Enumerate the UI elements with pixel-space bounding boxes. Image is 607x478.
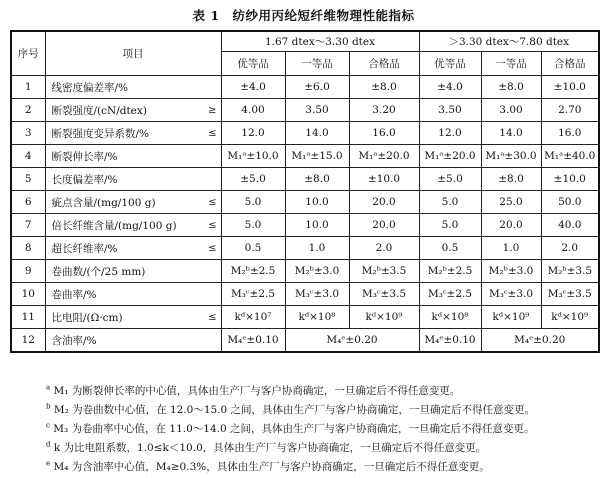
row-comparator: ≤ xyxy=(199,191,221,214)
value-cell: ±10.0 xyxy=(541,168,599,191)
row-comparator: ≤ xyxy=(199,306,221,329)
value-cell: 2.70 xyxy=(541,99,599,122)
row-item-label: 倍长纤维含量/(mg/100 g) xyxy=(45,214,199,237)
footnote xyxy=(46,421,535,436)
grade-header: 优等品 xyxy=(221,52,285,76)
header-group-2: ＞3.30 dtex～7.80 dtex xyxy=(419,31,599,52)
footnote xyxy=(46,383,460,398)
row-number: 3 xyxy=(11,122,45,145)
value-cell: M₃ᶜ±3.0 xyxy=(481,283,541,306)
value-cell: M₂ᵇ±3.0 xyxy=(481,260,541,283)
value-cell: 5.0 xyxy=(419,191,481,214)
row-comparator: ≤ xyxy=(199,214,221,237)
table-row xyxy=(11,214,599,237)
table-row xyxy=(11,145,599,168)
value-cell: kᵈ×10⁸ xyxy=(285,306,349,329)
value-cell: M₂ᵇ±3.5 xyxy=(541,260,599,283)
row-number: 12 xyxy=(11,329,45,353)
row-number: 4 xyxy=(11,145,45,168)
row-comparator: ≤ xyxy=(199,122,221,145)
value-cell: 0.5 xyxy=(419,237,481,260)
row-item-label: 长度偏差率/% xyxy=(45,168,221,191)
row-item-label: 断裂强度/(cN/dtex) xyxy=(45,99,199,122)
row-number: 7 xyxy=(11,214,45,237)
table-row xyxy=(11,76,599,99)
value-cell: ±10.0 xyxy=(349,168,419,191)
value-cell: kᵈ×10⁹ xyxy=(541,306,599,329)
value-cell: M₃ᶜ±2.5 xyxy=(221,283,285,306)
grade-header: 合格品 xyxy=(541,52,599,76)
row-item-label: 超长纤维率/% xyxy=(45,237,199,260)
value-cell: M₃ᶜ±3.5 xyxy=(349,283,419,306)
header-row-1 xyxy=(11,31,599,52)
value-cell: M₂ᵇ±2.5 xyxy=(221,260,285,283)
row-number: 5 xyxy=(11,168,45,191)
value-cell: 5.0 xyxy=(419,214,481,237)
value-cell: ±8.0 xyxy=(285,168,349,191)
value-cell: M₄ᵉ±0.20 xyxy=(481,329,599,353)
value-cell: M₁ᵃ±40.0 xyxy=(541,145,599,168)
footnote-text: M₂ 为卷曲数中心值，在 12.0～15.0 之间，具体由生产厂与客户协商确定，一旦确定后不得任意变更。 xyxy=(50,404,536,416)
row-number: 2 xyxy=(11,99,45,122)
footnote-text: M₃ 为卷曲率中心值，在 11.0～14.0 之间，具体由生产厂与客户协商确定，一旦确定后不得任意变更。 xyxy=(49,423,535,435)
row-number: 8 xyxy=(11,237,45,260)
footnote-mark: c xyxy=(46,421,50,430)
row-item-label: 断裂强度变异系数/% xyxy=(45,122,199,145)
value-cell: kᵈ×10⁹ xyxy=(481,306,541,329)
table-row xyxy=(11,329,599,353)
footnote-mark: e xyxy=(46,459,51,468)
value-cell: 5.0 xyxy=(221,191,285,214)
footnote-text: M₁ 为断裂伸长率的中心值，具体由生产厂与客户协商确定，一旦确定后不得任意变更。 xyxy=(50,385,461,397)
value-cell: 16.0 xyxy=(349,122,419,145)
value-cell: 4.00 xyxy=(221,99,285,122)
row-item-label: 卷曲率/% xyxy=(45,283,221,306)
value-cell: M₁ᵃ±15.0 xyxy=(285,145,349,168)
value-cell: ±5.0 xyxy=(419,168,481,191)
value-cell: 1.0 xyxy=(481,237,541,260)
value-cell: M₂ᵇ±3.0 xyxy=(285,260,349,283)
header-item: 项目 xyxy=(45,31,221,76)
value-cell: M₂ᵇ±2.5 xyxy=(419,260,481,283)
value-cell: 20.0 xyxy=(349,191,419,214)
value-cell: M₄ᵉ±0.10 xyxy=(221,329,285,353)
grade-header: 合格品 xyxy=(349,52,419,76)
header-no: 序号 xyxy=(11,31,45,76)
value-cell: 3.50 xyxy=(419,99,481,122)
value-cell: M₃ᶜ±3.5 xyxy=(541,283,599,306)
value-cell: M₄ᵉ±0.20 xyxy=(285,329,419,353)
value-cell: 0.5 xyxy=(221,237,285,260)
header-group-1: 1.67 dtex～3.30 dtex xyxy=(221,31,419,52)
row-number: 10 xyxy=(11,283,45,306)
row-number: 11 xyxy=(11,306,45,329)
row-comparator: ≥ xyxy=(199,99,221,122)
value-cell: kᵈ×10⁷ xyxy=(221,306,285,329)
table-row xyxy=(11,168,599,191)
value-cell: ±8.0 xyxy=(481,168,541,191)
table-row xyxy=(11,122,599,145)
value-cell: 10.0 xyxy=(285,191,349,214)
value-cell: ±4.0 xyxy=(419,76,481,99)
value-cell: M₄ᵉ±0.10 xyxy=(419,329,481,353)
row-number: 1 xyxy=(11,76,45,99)
value-cell: 3.00 xyxy=(481,99,541,122)
value-cell: M₁ᵃ±30.0 xyxy=(481,145,541,168)
value-cell: ±4.0 xyxy=(221,76,285,99)
value-cell: M₁ᵃ±20.0 xyxy=(419,145,481,168)
table-row xyxy=(11,283,599,306)
value-cell: 1.0 xyxy=(285,237,349,260)
row-item-label: 线密度偏差率/% xyxy=(45,76,221,99)
value-cell: M₁ᵃ±20.0 xyxy=(349,145,419,168)
value-cell: ±10.0 xyxy=(541,76,599,99)
value-cell: 3.20 xyxy=(349,99,419,122)
footnote-text: M₄ 为含油率中心值，M₄≥0.3%，具体由生产厂与客户协商确定，一旦确定后不得任意变更。 xyxy=(50,461,490,473)
value-cell: 25.0 xyxy=(481,191,541,214)
value-cell: 10.0 xyxy=(285,214,349,237)
value-cell: ±8.0 xyxy=(481,76,541,99)
value-cell: kᵈ×10⁹ xyxy=(349,306,419,329)
value-cell: ±8.0 xyxy=(349,76,419,99)
footnote-text: k 为比电阻系数，1.0≤k＜10.0，具体由生产厂与客户协商确定，一旦确定后不得任意变更。 xyxy=(50,442,487,454)
footnote xyxy=(46,402,535,417)
value-cell: M₂ᵇ±3.5 xyxy=(349,260,419,283)
value-cell: 20.0 xyxy=(481,214,541,237)
footnote-mark: a xyxy=(46,383,51,392)
footnote xyxy=(46,440,486,455)
value-cell: 20.0 xyxy=(349,214,419,237)
value-cell: M₃ᶜ±3.0 xyxy=(285,283,349,306)
footnote-mark: b xyxy=(46,402,51,411)
value-cell: kᵈ×10⁸ xyxy=(419,306,481,329)
grade-header: 一等品 xyxy=(285,52,349,76)
value-cell: 14.0 xyxy=(481,122,541,145)
row-item-label: 含油率/% xyxy=(45,329,221,353)
value-cell: ±5.0 xyxy=(221,168,285,191)
value-cell: 5.0 xyxy=(221,214,285,237)
row-comparator: ≤ xyxy=(199,237,221,260)
table-title: 表 1 纺纱用丙纶短纤维物理性能指标 xyxy=(192,8,415,23)
table-row xyxy=(11,191,599,214)
row-item-label: 比电阻/(Ω·cm) xyxy=(45,306,199,329)
value-cell: 2.0 xyxy=(541,237,599,260)
spec-table xyxy=(10,30,600,353)
row-item-label: 卷曲数/(个/25 mm) xyxy=(45,260,221,283)
value-cell: 12.0 xyxy=(419,122,481,145)
value-cell: ±6.0 xyxy=(285,76,349,99)
value-cell: M₁ᵃ±10.0 xyxy=(221,145,285,168)
footnote xyxy=(46,459,490,474)
value-cell: 14.0 xyxy=(285,122,349,145)
value-cell: 50.0 xyxy=(541,191,599,214)
value-cell: M₃ᶜ±2.5 xyxy=(419,283,481,306)
footnote-mark: d xyxy=(46,440,51,449)
row-item-label: 疵点含量/(mg/100 g) xyxy=(45,191,199,214)
grade-header: 一等品 xyxy=(481,52,541,76)
table-row xyxy=(11,306,599,329)
value-cell: 12.0 xyxy=(221,122,285,145)
value-cell: 40.0 xyxy=(541,214,599,237)
row-number: 6 xyxy=(11,191,45,214)
value-cell: 16.0 xyxy=(541,122,599,145)
grade-header: 优等品 xyxy=(419,52,481,76)
row-item-label: 断裂伸长率/% xyxy=(45,145,221,168)
row-number: 9 xyxy=(11,260,45,283)
value-cell: 3.50 xyxy=(285,99,349,122)
table-row xyxy=(11,260,599,283)
value-cell: 2.0 xyxy=(349,237,419,260)
table-row xyxy=(11,237,599,260)
table-row xyxy=(11,99,599,122)
